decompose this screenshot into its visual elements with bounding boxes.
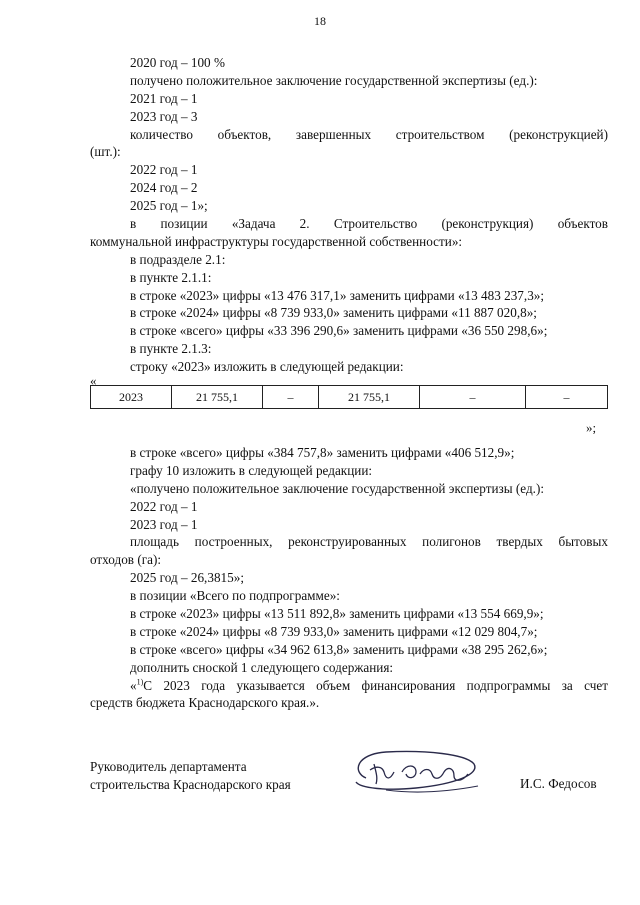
text-line: 2022 год – 1 (130, 162, 198, 178)
text-line: графу 10 изложить в следующей редакции: (130, 462, 373, 478)
text-line: в позиции «Всего по подпрограмме»: (130, 588, 340, 604)
table-cell-year: 2023 (91, 386, 172, 409)
footnote-line (90, 677, 608, 695)
text-line: в строке «всего» цифры «384 757,8» заменить цифрами «406 512,9»; (130, 445, 515, 460)
table-cell: – (526, 386, 608, 409)
text-line: 2024 год – 2 (130, 180, 198, 196)
handwritten-signature (346, 744, 486, 800)
text-line: в пункте 2.1.3: (130, 341, 212, 357)
table-cell-total: 21 755,1 (172, 386, 263, 409)
text-line: (шт.): (90, 144, 121, 160)
text-line: в строке «всего» цифры «34 962 613,8» заменить цифрами «38 295 262,6»; (130, 641, 548, 657)
signatory-title (90, 758, 291, 794)
text-line: в пункте 2.1.1: (130, 269, 212, 285)
text-line: в позиции «Задача 2. Строительство (реконструкция) объектов (130, 216, 608, 232)
text-line: в строке «2024» цифры «8 739 933,0» заменить цифрами «11 887 020,8»; (130, 305, 537, 321)
main-text-lower (90, 444, 608, 712)
text-line: «получено положительное заключение государственной экспертизы (ед.): (130, 480, 545, 496)
quote-close-mark: »; (586, 420, 597, 435)
text-line: 2025 год – 26,3815»; (130, 570, 244, 586)
signature-stroke (402, 766, 468, 780)
footnote-text: С 2023 года указывается объем финансирования подпрограммы за счет (143, 677, 608, 693)
signatory-title-line: Руководитель департамента (90, 759, 247, 774)
signatory-title-line: строительства Краснодарского края (90, 777, 291, 792)
text-line: строку «2023» изложить в следующей редакции: (130, 359, 404, 375)
text-line: 2020 год – 100 % (130, 55, 225, 70)
text-line: в строке «всего» цифры «33 396 290,6» заменить цифрами «36 550 298,6»; (130, 323, 548, 339)
text-line: в строке «2023» цифры «13 476 317,1» заменить цифрами «13 483 237,3»; (130, 287, 545, 303)
text-line: коммунальной инфраструктуры государственной собственности»: (90, 233, 463, 249)
amendment-table (90, 385, 608, 409)
page-number: 18 (314, 14, 326, 28)
text-line: в строке «2023» цифры «13 511 892,8» заменить цифрами «13 554 669,9»; (130, 606, 544, 622)
table-cell: 21 755,1 (319, 386, 420, 409)
text-line: 2021 год – 1 (130, 90, 198, 106)
table-cell: – (420, 386, 526, 409)
table-row (91, 386, 608, 409)
text-line: в строке «2024» цифры «8 739 933,0» заменить цифрами «12 029 804,7»; (130, 623, 538, 639)
text-line: 2025 год – 1»; (130, 198, 208, 214)
footnote-quote: « (130, 677, 137, 693)
signatory-name: И.С. Федосов (520, 776, 597, 791)
main-text-upper (90, 54, 608, 376)
text-line: в подразделе 2.1: (130, 251, 226, 267)
text-line: 2023 год – 3 (130, 108, 198, 124)
text-line: 2022 год – 1 (130, 498, 198, 514)
text-line: средств бюджета Краснодарского края.». (90, 695, 320, 711)
text-line: дополнить сноской 1 следующего содержания: (130, 659, 394, 675)
text-line: 2023 год – 1 (130, 516, 198, 532)
footnote-mark: 1) (136, 677, 144, 687)
quote-open-mark: « (90, 373, 97, 388)
table-cell: – (263, 386, 319, 409)
text-line: отходов (га): (90, 552, 162, 568)
text-line: количество объектов, завершенных строительством (реконструкцией) (130, 126, 608, 142)
signature-stroke (370, 764, 394, 784)
text-line: получено положительное заключение государственной экспертизы (ед.): (130, 72, 538, 88)
text-line: площадь построенных, реконструированных полигонов твердых бытовых (130, 534, 608, 550)
